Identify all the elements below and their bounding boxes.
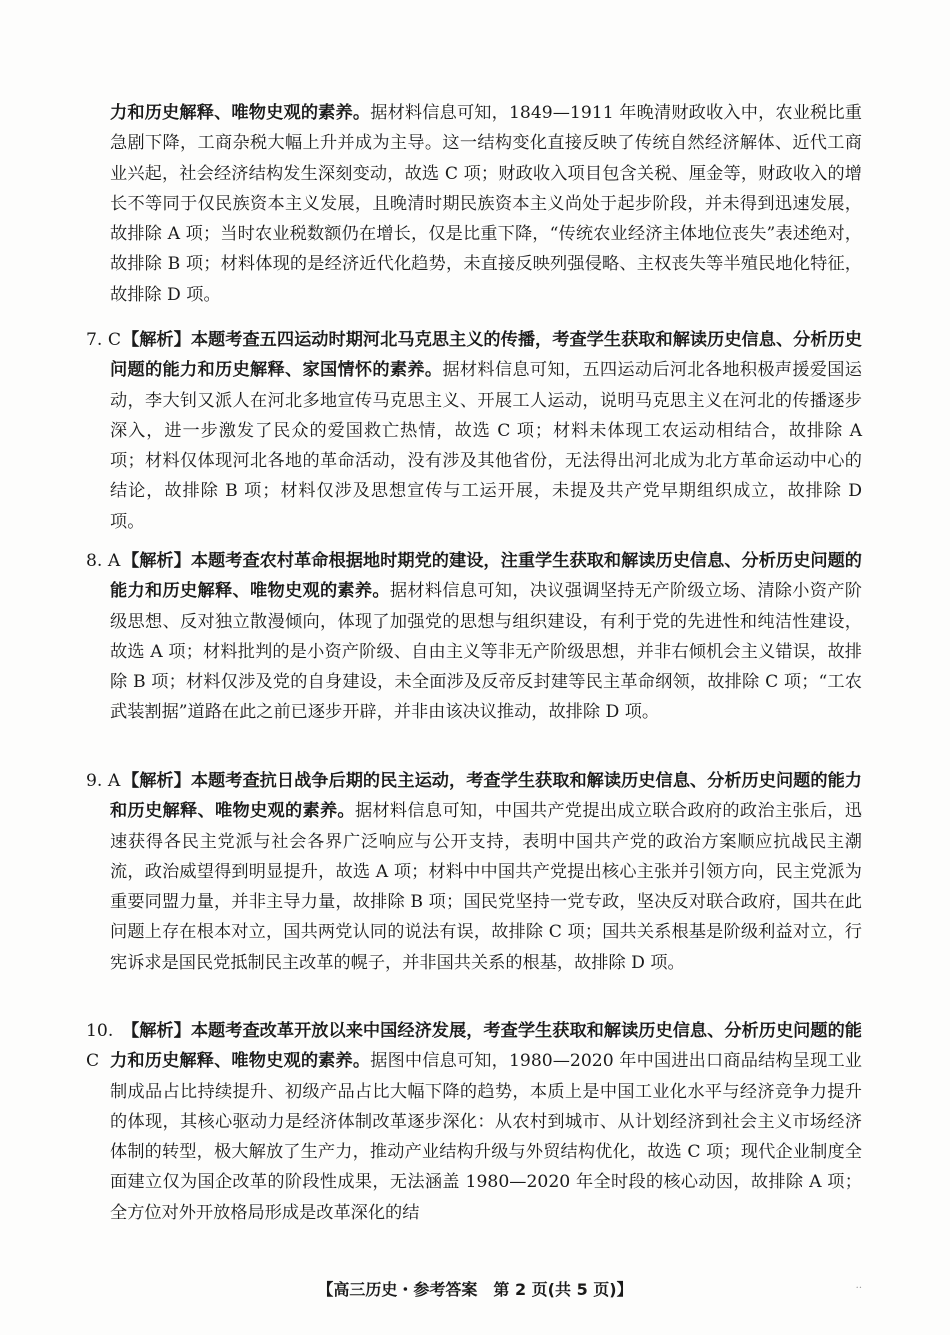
item-bold: 本题考查五四运动时期河北马克思主义的传播，考查学生获取和解读历史信息、分析历史问题的能力和历史解释、家国情怀的素养。 xyxy=(110,330,862,381)
analysis-tag: 【解析】 xyxy=(122,1021,191,1041)
page-footer: 【高三历史・参考答案 第 2 页(共 5 页)】 xyxy=(317,1280,633,1299)
answer-number: 8. A xyxy=(86,551,121,571)
answer-number: 7. C xyxy=(86,330,122,350)
answer-number: 10. C xyxy=(86,1021,114,1072)
answer-item-10 xyxy=(86,1016,862,1228)
answer-number: 9. A xyxy=(86,771,121,791)
item-text: 据图中信息可知，1980—2020 年中国进出口商品结构呈现工业制成品占比持续提升、初级产品占比大幅下降的趋势，本质上是中国工业化水平与经济竞争力提升的体现，其核心驱动力是经济体制改革逐步深化：从农村到城市、从计划经济到社会主义市场经济体制的转型，极大解放了生产力，推动产业结构升级与外贸结构优化，故选 C 项；现代企业制度全面建立仅为国企改革的阶段性成果，无法涵盖 1980—2020 年全时段的核心动因，故排除 A 项；全方位对外开放格局形成是改革深化的结 xyxy=(110,1051,862,1223)
intro-text: 据材料信息可知，1849—1911 年晚清财政收入中，农业税比重急剧下降，工商杂税大幅上升并成为主导。这一结构变化直接反映了传统自然经济解体、近代工商业兴起，社会经济结构发生深刻变动，故选 C 项；财政收入项目包含关税、厘金等，财政收入的增长不等同于仅民族资本主义发展，且晚清时期民族资本主义尚处于起步阶段，并未得到迅速发展，故排除 A 项；当时农业税数额仍在增长，仅是比重下降，“传统农业经济主体地位丧失”表述绝对，故排除 B 项；材料体现的是经济近代化趋势，未直接反映列强侵略、主权丧失等半殖民地化特征，故排除 D 项。 xyxy=(110,103,862,305)
analysis-tag: 【解析】 xyxy=(122,330,191,350)
item-bold: 本题考查农村革命根据地时期党的建设，注重学生获取和解读历史信息、分析历史问题的能力和历史解释、唯物史观的素养。 xyxy=(110,551,862,602)
intro-bold: 力和历史解释、唯物史观的素养。 xyxy=(110,103,371,123)
answer-item-7 xyxy=(86,325,862,537)
item-text: 据材料信息可知，中国共产党提出成立联合政府的政治主张后，迅速获得各民主党派与社会各界广泛响应与公开支持，表明中国共产党的政治方案顺应抗战民主潮流，政治威望得到明显提升，故选 A 项；材料中中国共产党提出核心主张并引领方向，民主党派为重要同盟力量，并非主导力量，故排除 B 项；国民党坚持一党专政，坚决反对联合政府，国共在此问题上存在根本对立，国共两党认同的说法有误，故排除 C 项；国共关系根基是阶级利益对立，行宪诉求是国民党抵制民主改革的幌子，并非国共关系的根基，故排除 D 项。 xyxy=(110,801,862,973)
answer-item-9 xyxy=(86,766,862,978)
answer-item-8 xyxy=(86,546,862,728)
analysis-tag: 【解析】 xyxy=(122,771,191,791)
answer-6-continuation xyxy=(110,98,862,310)
item-bold: 本题考查抗日战争后期的民主运动，考查学生获取和解读历史信息、分析历史问题的能力和历史解释、唯物史观的素养。 xyxy=(110,771,862,822)
item-text: 据材料信息可知，五四运动后河北各地积极声援爱国运动，李大钊又派人在河北多地宣传马克思主义、开展工人运动，说明马克思主义在河北的传播逐步深入，进一步激发了民众的爱国救亡热情，故选 C 项；材料未体现工农运动相结合，故排除 A 项；材料仅体现河北各地的革命活动，没有涉及其他省份，无法得出河北成为北方革命运动中心的结论，故排除 B 项；材料仅涉及思想宣传与工运开展，未提及共产党早期组织成立，故排除 D 项。 xyxy=(110,360,862,532)
analysis-tag: 【解析】 xyxy=(122,551,191,571)
footer-mark: ·· xyxy=(855,1283,862,1294)
item-bold: 本题考查改革开放以来中国经济发展，考查学生获取和解读历史信息、分析历史问题的能力和历史解释、唯物史观的素养。 xyxy=(110,1021,862,1072)
item-text: 据材料信息可知，决议强调坚持无产阶级立场、清除小资产阶级思想、反对独立散漫倾向，体现了加强党的思想与组织建设，有利于党的先进性和纯洁性建设，故选 A 项；材料批判的是小资产阶级、自由主义等非无产阶级思想，并非右倾机会主义错误，故排除 B 项；材料仅涉及党的自身建设，未全面涉及反帝反封建等民主革命纲领，故排除 C 项；“工农武装割据”道路在此之前已逐步开辟，并非由该决议推动，故排除 D 项。 xyxy=(110,581,862,723)
